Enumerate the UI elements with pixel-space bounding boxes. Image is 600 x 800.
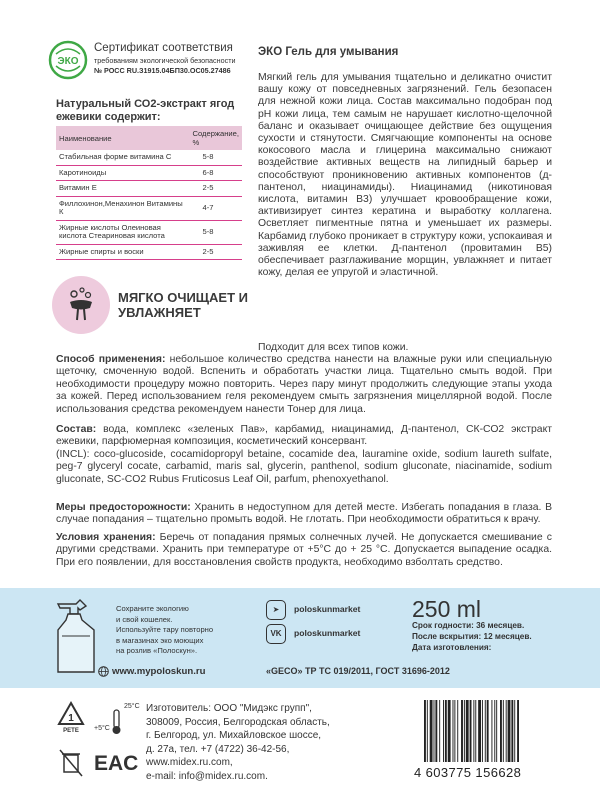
recycle-pete-icon [54,700,88,734]
reuse-line: и свой кошелек. [116,614,173,624]
telegram-icon: ➤ [266,600,286,620]
eco-certificate [48,40,248,80]
table-row [56,181,242,197]
soft-cleanse-badge [52,276,252,336]
barcode-bar [487,700,489,762]
barcode-bar [443,700,444,762]
barcode-bar [482,700,483,762]
manufacturer-line: Изготовитель: ООО "Мидэкс групп", [146,703,312,714]
standard-line: «GECO» ТР ТС 019/2011, ГОСТ 31696-2012 [266,666,450,676]
manufacturer-email[interactable]: e-mail: info@midex.ru.com. [146,770,268,782]
barcode-bar [473,700,474,762]
eac-icon [94,748,139,775]
barcode-bar [500,700,502,762]
column-header-name: Наименование [56,126,189,150]
barcode-bar [434,700,435,762]
temp-min: +5°C [94,725,110,732]
shelf-life [412,620,582,653]
barcode-bar [435,700,437,762]
precautions-section [56,502,552,527]
cell-name: Жирные кислоты Олеиновая кислота Стеариновая кислота [56,220,189,244]
barcode-bar [496,700,497,762]
usage-text: небольшое количество средства нанести на влажные руки или специальную щеточку, смоченную водой. Вспенить и обработать участки лица. Тщательно смыть водой. При необходимости процедуру можно повторить. Через пару минут продолжить следующие этапы ухода за кожей. Перед использованием геля рекомендуем смыть загрязнения мицеллярной водой. После использования средства рекомендуем нанести Тонер для лица. [56,354,552,415]
reuse-line: Сохраните экологию [116,604,189,613]
badge-circle [52,276,110,334]
cell-name: Витамин Е [56,181,189,197]
barcode-bar [424,700,426,762]
cell-value: 4-7 [189,196,243,220]
storage-text: Беречь от попадания прямых солнечных лучей. Не допускается смешивание с другими средствами. Хранить при температуре от +5°С до + 25 °С. Допускается выпадение осадка. При его появлении, для восстановления свойств продукта, необходимо взболтать средство. [56,532,552,568]
usage-label: Способ применения: [56,354,166,365]
volume: 250 ml [412,596,482,622]
barcode-bar [475,700,476,762]
barcode-bar [464,700,465,762]
barcode-bar [503,700,504,762]
marking-icons [54,700,154,790]
table-row [56,165,242,181]
spray-bottle-icon [50,596,104,676]
manufacturer-line: д. 27а, тел. +7 (4722) 36-42-56, [146,743,290,755]
washing-hands-icon [52,276,110,334]
extract-table [56,126,242,260]
barcode-bar [427,700,428,762]
barcode-bar [445,700,447,762]
manufacturer-line: г. Белгород, ул. Михайловское шоссе, [146,730,322,741]
globe-icon [98,666,109,677]
certificate-subtitle: требованиям экологической безопасности [94,56,236,65]
composition-label: Состав: [56,424,97,435]
barcode-bar [439,700,440,762]
barcode-bar [466,700,469,762]
reuse-line: на розлив «Полоскун». [116,646,198,655]
temperature-icon [94,700,138,740]
barcode-bar [494,700,495,762]
barcode-bar [491,700,492,762]
composition-inci: (INCL): coco-glucoside, cocamidopropyl betaine, cocamide dea, lauramine oxide, sodium laureth sulfate, peg-7 glyceryl cocate, carbamid, maris sal, glycerin, panthenol, sodium gluconate, niacinamide, sodium gluconate, SC-CO2 Rubus Fruticosus Leaf Oil, parfum, phenoxyethanol. [56,448,552,485]
cell-name: Филлохинон,Менахинон Витамины К [56,196,189,220]
precautions-text: Хранить в недоступном для детей месте. Избегать попадания в глаза. В случае попадания – тщательно промыть водой. Не глотать. При необходимости обратиться к врачу. [56,502,553,526]
certificate-title: Сертификат соответствия [94,42,233,54]
barcode-bar [457,700,458,762]
barcode-bar [448,700,451,762]
cell-value: 6-8 [189,165,243,181]
vk-icon: VK [266,624,286,644]
certificate-number: № РОСС RU.З1915.04БП30.ОС05.27486 [94,66,231,75]
usage-section [56,354,552,416]
cell-name: Жирные спирты и воски [56,244,189,260]
temp-max: 25°C [124,703,140,710]
barcode-bar [478,700,481,762]
trash-bin-icon [58,748,84,778]
cell-name: Каротиноиды [56,165,189,181]
recycle-label: PETE [63,728,79,734]
table-row [56,220,242,244]
table-header-row [56,126,242,150]
barcode-bar [508,700,511,762]
barcode-bar [511,700,513,762]
precautions-label: Меры предосторожности: [56,502,191,513]
barcode-bar [470,700,472,762]
manufacturer-line: 308009, Россия, Белгородская область, [146,716,330,728]
composition-text: вода, комплекс «зеленых Пав», карбамид, ниацинамид, Д-пантенол, СК-СО2 экстракт ежевики, парфюмерная композиция, косметический консервант. [56,424,552,448]
barcode-bar [506,700,507,762]
social-label: poloskunmarket [294,628,361,638]
barcode-icon [422,700,556,762]
manufacturer-website[interactable]: www.midex.ru.com, [146,757,233,768]
eco-logo-icon [48,40,88,80]
table-row [56,244,242,260]
cell-value: 2-5 [189,244,243,260]
barcode-number: 4 603775 156628 [414,765,522,780]
social-label: poloskunmarket [294,604,361,614]
product-description: Мягкий гель для умывания тщательно и деликатно очистит вашу кожу от повседневных загрязнений. Гель безопасен для нежной кожи лица. Состав максимально подобран под pH кожи лица, тем самым не нарушает кислотно-щелочной баланс и оказывает очищающее действие без ощущения сухости и стянутости. Смягчающие компоненты на основе кокосового масла и глицерина максимально снижают воздействие активных веществ на липидный барьер и способствуют проникновению активных компонентов (д-пантенол, ниацинамиды). Ниацинамид (никотиновая кислота, витамин В3) улучшает кровообращение кожи, активизирует синтез кератина и выработку коллагена. Осветляет пигментные пятна и уменьшает их размеры. Карбамид глубоко проникает в структуру кожи, успокаивая и заживляя ее клетки. Д-пантенол (провитамин В5) обеспечивает разглаживание морщин, увлажняет и питает кожу, делая ее упругой и эластичной. [258,72,552,279]
reuse-line: Используйте тару повторно [116,625,214,634]
eac-text: EAC [94,752,139,775]
manufacturer-info [146,702,396,783]
cell-value: 5-8 [189,150,243,165]
composition-section [56,424,552,486]
storage-section [56,532,552,569]
suitable-note: Подходит для всех типов кожи. [258,342,409,353]
barcode-bar [517,700,519,762]
storage-label: Условия хранения: [56,532,156,543]
reuse-line: в магазинах эко моющих [116,635,204,645]
badge-text: МЯГКО ОЧИЩАЕТ И УВЛАЖНЯЕТ [118,290,248,320]
barcode-bar [461,700,463,762]
barcode-bar [453,700,454,762]
barcode-bar [430,700,433,762]
barcode-bar [514,700,515,762]
extract-title: Натуральный СО2-экстракт ягод ежевики содержит: [56,98,235,123]
column-header-content: Содержание, % [189,126,243,150]
shelf-life-after-opening: После вскрытия: 12 месяцев. [412,632,532,641]
manufacture-date: Дата изготовления: [412,643,492,652]
cell-value: 2-5 [189,181,243,197]
eco-logo-text: ЭКО [57,56,79,67]
barcode-bar [485,700,486,762]
cell-name: Стабильная форме витамина С [56,150,189,165]
table-row [56,150,242,165]
table-row [56,196,242,220]
product-title: ЭКО Гель для умывания [258,46,399,58]
barcode-bar [454,700,455,762]
recycle-code: 1 [68,713,74,724]
website-link[interactable]: www.mypoloskun.ru [112,666,206,677]
cell-value: 5-8 [189,220,243,244]
reuse-note [116,604,246,657]
shelf-life-line: Срок годности: 36 месяцев. [412,621,525,630]
